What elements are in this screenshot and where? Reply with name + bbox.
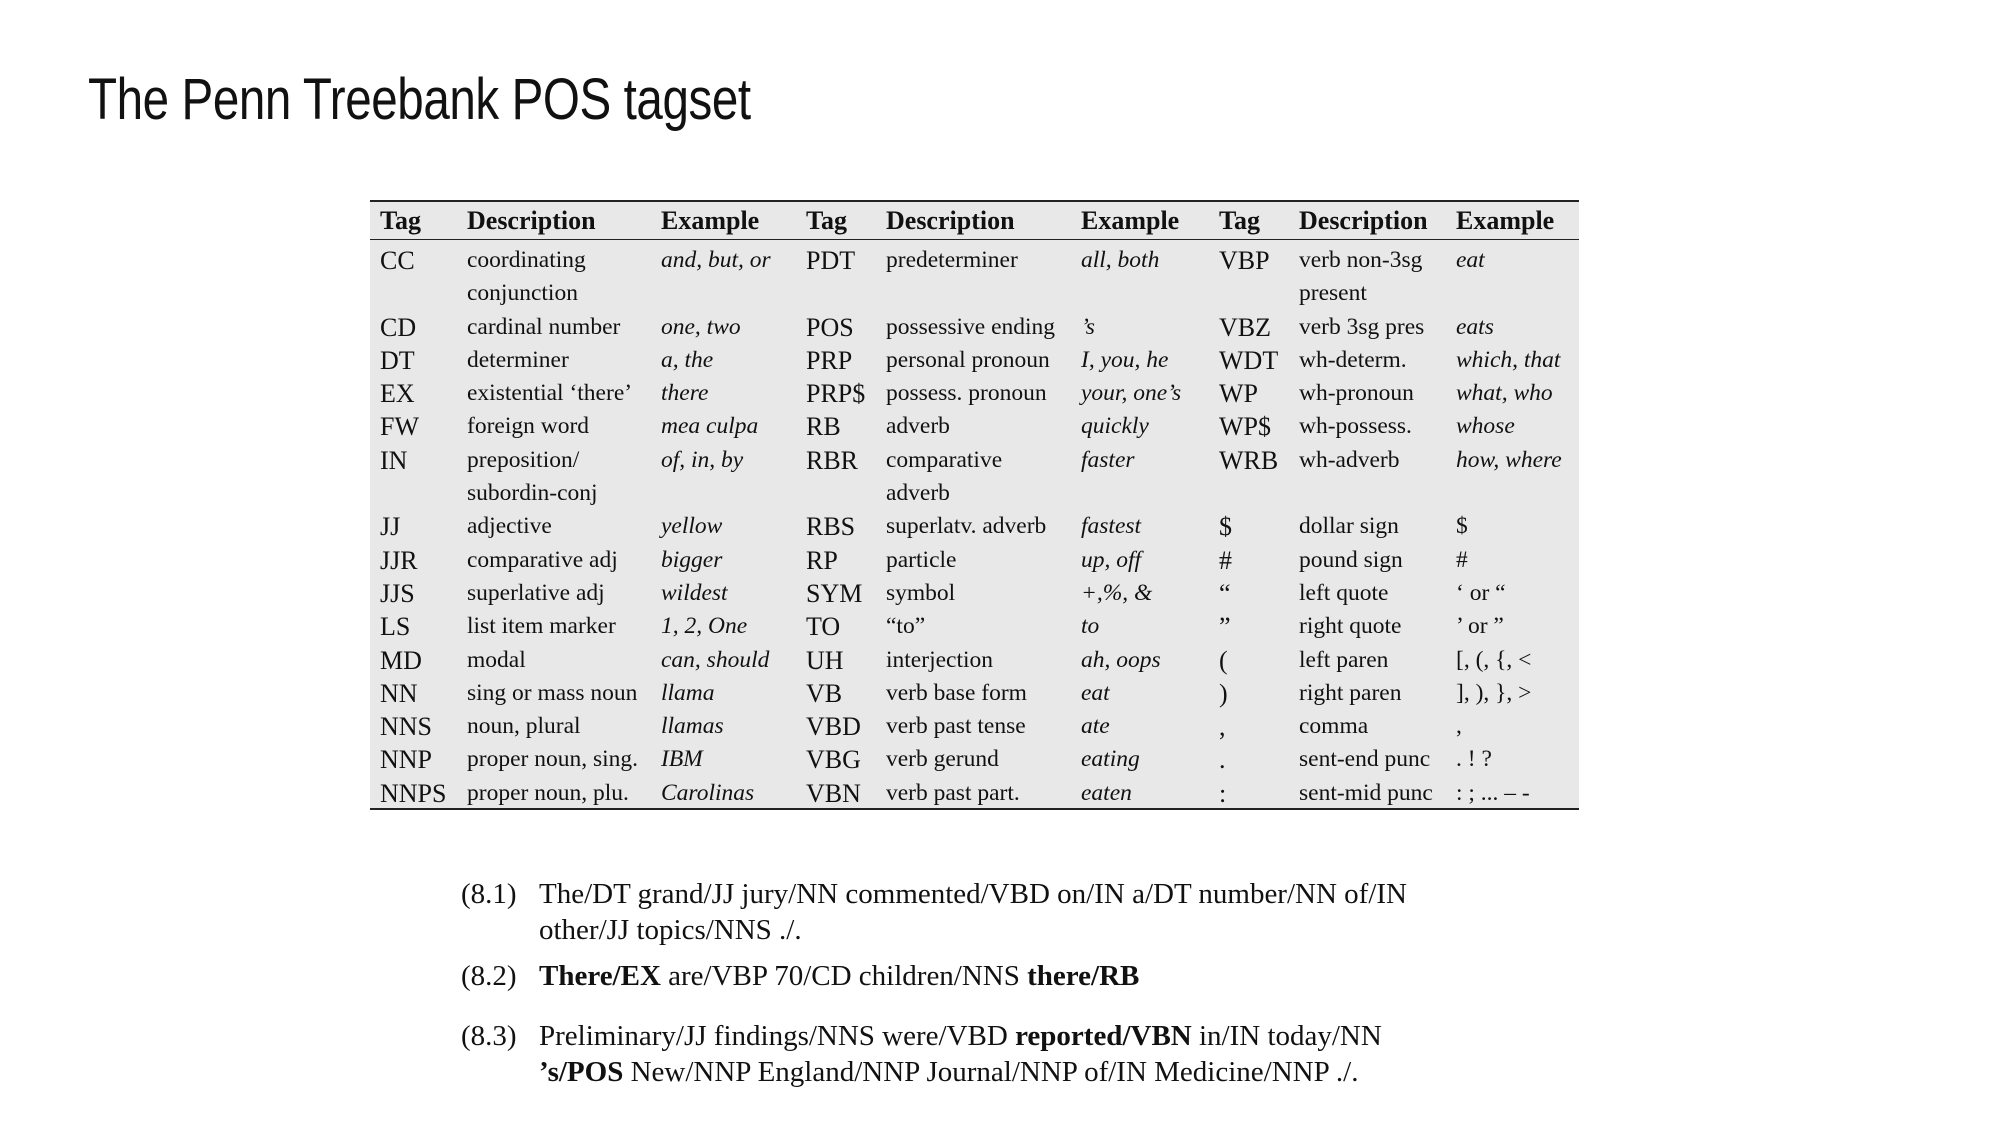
cell-description: left paren	[1299, 646, 1389, 673]
cell-example: ], ), }, >	[1456, 679, 1532, 706]
highlighted-token: There/EX	[539, 960, 661, 992]
table-row	[370, 644, 1579, 677]
cell-tag: WRB	[1219, 445, 1279, 475]
cell-example: I, you, he	[1081, 346, 1169, 373]
cell-example: there	[661, 380, 709, 407]
example-line: The/DT grand/JJ jury/NN commented/VBD on/IN a/DT number/NN of/IN	[539, 878, 1407, 910]
cell-tag: VBG	[806, 745, 861, 775]
cell-description: noun, plural	[467, 713, 581, 740]
cell-example: ’s	[1081, 313, 1095, 340]
cell-tag: JJ	[380, 512, 401, 542]
cell-example: ’ or ”	[1456, 613, 1504, 640]
cell-tag: :	[1219, 778, 1227, 808]
cell-tag: IN	[380, 445, 408, 475]
cell-description: comparative adj	[467, 546, 618, 573]
cell-tag: RB	[806, 412, 841, 442]
cell-example: ah, oops	[1081, 646, 1161, 673]
cell-tag: MD	[380, 645, 422, 675]
cell-example: and, but, or	[661, 247, 771, 273]
cell-description: symbol	[886, 579, 956, 606]
cell-description: sing or mass noun	[467, 679, 638, 706]
cell-description: superlative adj	[467, 579, 605, 606]
table-header-row	[370, 202, 1579, 240]
cell-example: what, who	[1456, 380, 1553, 407]
cell-tag: JJS	[380, 578, 415, 608]
cell-tag: NNS	[380, 712, 433, 742]
table-row	[370, 510, 1579, 543]
table-row	[370, 544, 1579, 577]
cell-example: all, both	[1081, 247, 1160, 273]
tagset-table-panel	[370, 200, 1579, 810]
cell-example: Carolinas	[661, 779, 755, 806]
cell-tag: )	[1219, 678, 1228, 708]
cell-description: wh-possess.	[1299, 413, 1412, 440]
table-row	[370, 311, 1579, 344]
example-text: New/NNP England/NNP Journal/NNP of/IN Medicine/NNP ./.	[623, 1056, 1359, 1088]
col-header-example: Example	[1071, 202, 1209, 240]
cell-example: up, off	[1081, 546, 1142, 573]
highlighted-token: reported/VBN	[1015, 1020, 1192, 1052]
example-text: are/VBP 70/CD children/NNS	[660, 960, 1028, 992]
cell-description: proper noun, sing.	[467, 746, 639, 773]
cell-example: one, two	[661, 313, 741, 340]
tagged-examples	[461, 876, 1561, 1090]
example-number: (8.2)	[461, 960, 517, 992]
cell-description: proper noun, plu.	[467, 779, 629, 806]
cell-example: ate	[1081, 713, 1110, 740]
cell-tag: RBS	[806, 512, 856, 542]
cell-description: verb non-3sg present	[1299, 247, 1423, 307]
col-header-example: Example	[651, 202, 796, 240]
cell-description: sent-mid punc	[1299, 779, 1433, 806]
cell-description: existential ‘there’	[467, 380, 633, 407]
cell-description: sent-end punc	[1299, 746, 1431, 773]
cell-tag: WP$	[1219, 412, 1271, 442]
cell-description: modal	[467, 646, 526, 673]
cell-tag: LS	[380, 612, 411, 642]
cell-description: coordinating conjunction	[467, 247, 586, 307]
cell-description: pound sign	[1299, 546, 1403, 573]
cell-example: ‘ or “	[1456, 579, 1506, 606]
cell-tag: TO	[806, 612, 841, 642]
cell-description: wh-pronoun	[1299, 380, 1414, 407]
cell-example: how, where	[1456, 446, 1562, 473]
table-row	[370, 577, 1579, 610]
cell-description: predeterminer	[886, 247, 1018, 273]
cell-example: faster	[1081, 446, 1135, 473]
example-sentence	[539, 958, 1561, 994]
cell-example: to	[1081, 613, 1100, 640]
cell-tag: $	[1219, 512, 1232, 542]
cell-tag: PRP$	[806, 379, 866, 409]
cell-description: verb past tense	[886, 713, 1026, 740]
example-text: in/IN today/NN	[1191, 1020, 1382, 1052]
table-row	[370, 410, 1579, 443]
cell-description: verb base form	[886, 679, 1027, 706]
example-number: (8.1)	[461, 878, 517, 910]
cell-tag: POS	[806, 312, 854, 342]
cell-tag: (	[1219, 645, 1228, 675]
cell-tag: RBR	[806, 445, 859, 475]
cell-example: [, (, {, <	[1456, 646, 1532, 673]
cell-tag: WDT	[1219, 345, 1279, 375]
cell-example: eat	[1081, 679, 1110, 706]
cell-description: adverb	[886, 413, 950, 440]
cell-example: 1, 2, One	[661, 613, 748, 640]
cell-description: adjective	[467, 513, 552, 540]
cell-example: ,	[1456, 713, 1462, 740]
cell-example: of, in, by	[661, 446, 744, 473]
table-row	[370, 743, 1579, 776]
cell-example: yellow	[661, 513, 723, 540]
cell-example: eaten	[1081, 779, 1132, 806]
cell-description: list item marker	[467, 613, 616, 640]
highlighted-token: ’s/POS	[539, 1056, 624, 1088]
cell-description: right quote	[1299, 613, 1402, 640]
cell-tag: RP	[806, 545, 838, 575]
cell-description: personal pronoun	[886, 346, 1050, 373]
cell-example: which, that	[1456, 346, 1561, 373]
table-row	[370, 444, 1579, 511]
cell-tag: JJR	[380, 545, 418, 575]
cell-example: : ; ... – -	[1456, 779, 1530, 806]
example-sentence	[539, 876, 1561, 948]
example-text: Preliminary/JJ findings/NNS were/VBD	[539, 1020, 1016, 1052]
cell-tag: NNPS	[380, 778, 447, 808]
cell-description: comparative adverb	[886, 446, 1003, 507]
cell-tag: FW	[380, 412, 419, 442]
col-header-tag: Tag	[796, 202, 876, 240]
cell-tag: SYM	[806, 578, 863, 608]
cell-example: mea culpa	[661, 413, 759, 440]
cell-example: +,%, &	[1081, 579, 1153, 606]
cell-example: eat	[1456, 247, 1485, 273]
cell-tag: PDT	[806, 246, 856, 275]
cell-tag: NN	[380, 678, 418, 708]
table-row	[370, 677, 1579, 710]
cell-example: your, one’s	[1081, 380, 1182, 407]
cell-description: possess. pronoun	[886, 380, 1047, 407]
highlighted-token: there/RB	[1027, 960, 1140, 992]
col-header-tag: Tag	[1209, 202, 1289, 240]
table-row	[370, 240, 1579, 311]
cell-example: llama	[661, 679, 715, 706]
col-header-example: Example	[1446, 202, 1579, 240]
cell-example: eating	[1081, 746, 1140, 773]
cell-tag: UH	[806, 645, 844, 675]
cell-example: IBM	[661, 746, 703, 773]
example-8-3	[461, 1018, 1561, 1090]
cell-description: determiner	[467, 346, 569, 373]
cell-example: fastest	[1081, 513, 1142, 540]
cell-tag: ,	[1219, 712, 1226, 742]
cell-example: bigger	[661, 546, 723, 573]
cell-description: verb gerund	[886, 746, 999, 773]
example-number: (8.3)	[461, 1020, 517, 1052]
cell-example: llamas	[661, 713, 724, 740]
cell-tag: VB	[806, 678, 843, 708]
cell-tag: NNP	[380, 745, 433, 775]
cell-example: whose	[1456, 413, 1515, 440]
table-row	[370, 344, 1579, 377]
table-row	[370, 377, 1579, 410]
cell-tag: PRP	[806, 345, 853, 375]
tagset-table-body	[370, 240, 1579, 811]
cell-tag: VBN	[806, 778, 861, 808]
cell-description: foreign word	[467, 413, 590, 440]
cell-description: wh-adverb	[1299, 446, 1400, 473]
cell-description: interjection	[886, 646, 994, 673]
cell-description: wh-determ.	[1299, 346, 1407, 373]
cell-example: wildest	[661, 579, 728, 606]
slide-title: The Penn Treebank POS tagset	[88, 67, 751, 132]
cell-tag: VBP	[1219, 246, 1270, 275]
col-header-description: Description	[876, 202, 1071, 240]
cell-description: dollar sign	[1299, 513, 1399, 540]
col-header-description: Description	[457, 202, 651, 240]
cell-tag: WP	[1219, 379, 1258, 409]
cell-example: quickly	[1081, 413, 1149, 440]
cell-example: eats	[1456, 313, 1494, 340]
cell-tag: CC	[380, 246, 415, 275]
cell-description: verb 3sg pres	[1299, 313, 1425, 340]
example-8-2	[461, 958, 1561, 994]
cell-example: . ! ?	[1456, 746, 1492, 773]
cell-tag: CD	[380, 312, 417, 342]
cell-description: “to”	[886, 613, 926, 640]
cell-tag: DT	[380, 345, 415, 375]
table-row	[370, 710, 1579, 743]
cell-description: possessive ending	[886, 313, 1056, 340]
cell-description: verb past part.	[886, 779, 1020, 806]
table-row	[370, 777, 1579, 810]
cell-tag: VBZ	[1219, 312, 1271, 342]
table-row	[370, 610, 1579, 643]
cell-tag: EX	[380, 379, 415, 409]
example-line: other/JJ topics/NNS ./.	[539, 914, 802, 946]
example-8-1	[461, 876, 1561, 948]
cell-example: can, should	[661, 646, 770, 673]
example-sentence	[539, 1018, 1561, 1090]
cell-tag: #	[1219, 545, 1232, 575]
cell-description: left quote	[1299, 579, 1389, 606]
cell-description: superlatv. adverb	[886, 513, 1047, 540]
col-header-description: Description	[1289, 202, 1446, 240]
cell-example: $	[1456, 513, 1468, 540]
cell-example: #	[1456, 546, 1468, 573]
col-header-tag: Tag	[370, 202, 457, 240]
cell-description: cardinal number	[467, 313, 621, 340]
cell-description: comma	[1299, 713, 1369, 740]
cell-tag: “	[1219, 578, 1231, 608]
cell-description: right paren	[1299, 679, 1402, 706]
cell-tag: .	[1219, 745, 1226, 775]
cell-description: preposition/ subordin-conj	[467, 446, 598, 507]
tagset-table	[370, 202, 1579, 810]
cell-example: a, the	[661, 346, 714, 373]
cell-tag: ”	[1219, 612, 1231, 642]
cell-description: particle	[886, 546, 957, 573]
cell-tag: VBD	[806, 712, 861, 742]
